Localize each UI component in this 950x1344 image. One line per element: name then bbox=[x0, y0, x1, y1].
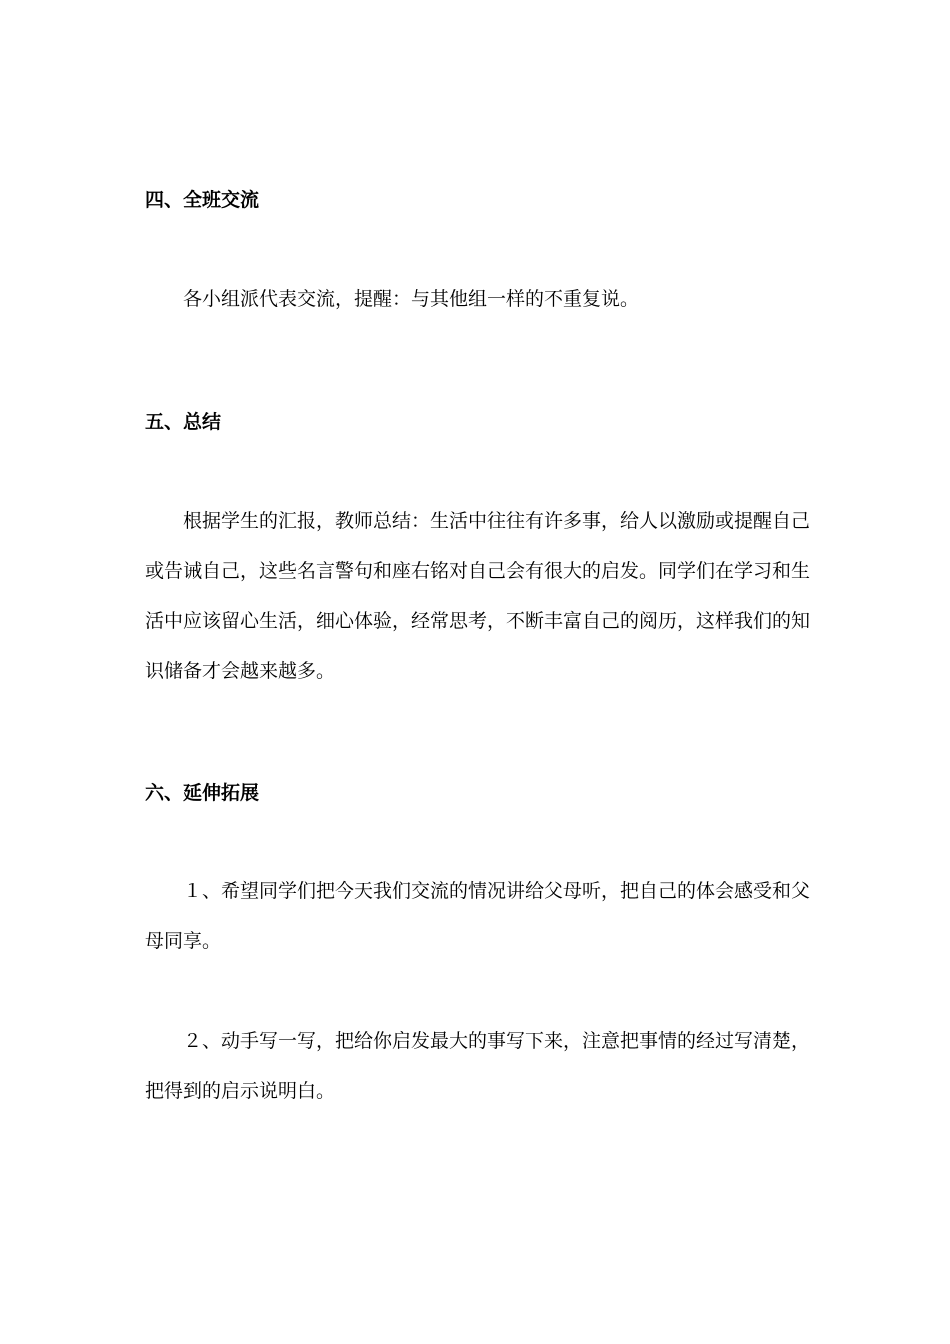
section-heading-extension: 六、延伸拓展 bbox=[145, 782, 260, 804]
paragraph-extension-item-2: ２、动手写一写，把给你启发最大的事写下来，注意把事情的经过写清楚，把得到的启示说明白。 bbox=[145, 1030, 811, 1102]
paragraph-class-exchange: 各小组派代表交流，提醒：与其他组一样的不重复说。 bbox=[183, 288, 640, 310]
paragraph-summary: 根据学生的汇报，教师总结：生活中往往有许多事，给人以激励或提醒自己或告诫自己，这些名言警句和座右铭对自己会有很大的启发。同学们在学习和生活中应该留心生活，细心体验，经常思考，不断丰富自己的阅历，这样我们的知识储备才会越来越多。 bbox=[145, 510, 811, 682]
paragraph-extension-item-1: １、希望同学们把今天我们交流的情况讲给父母听，把自己的体会感受和父母同享。 bbox=[145, 880, 811, 952]
section-heading-class-exchange: 四、全班交流 bbox=[145, 189, 260, 211]
section-heading-summary: 五、总结 bbox=[145, 411, 222, 433]
